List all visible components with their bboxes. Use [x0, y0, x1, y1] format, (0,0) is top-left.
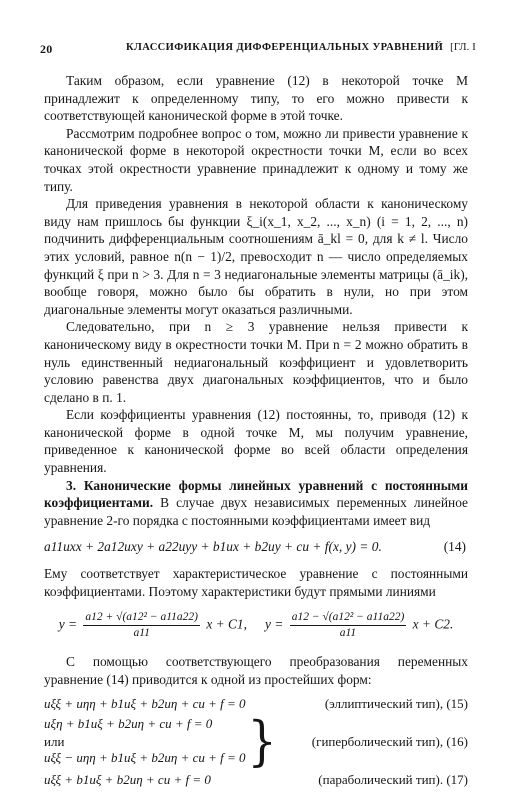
chapter-marker: [ГЛ. I [450, 42, 476, 53]
equation-16a: uξη + b1uξ + b2uη + cu + f = 0 [44, 716, 213, 732]
page-body [44, 72, 468, 788]
fraction-2 [290, 610, 407, 641]
paragraph-characteristic: Ему соответствует характеристическое уравнение с постоянными коэффициентами. Поэтому характеристики будут прямыми линиями [44, 566, 468, 599]
paragraph-canonical-intro: С помощью соответствующего преобразования переменных уравнение (14) приводится к одной из простейших форм: [44, 654, 468, 687]
constant-c2: C2 [434, 616, 450, 632]
characteristics-formulas [44, 610, 468, 641]
equation-15-number: (15) [446, 695, 468, 711]
paragraph-5: Если коэффициенты уравнения (12) постоянны, то, приводя (12) к канонической форме в одной точке M, мы получим уравнение, приведенное к канонической форме во всей области определения уравнения. [44, 407, 468, 476]
canonical-forms [44, 694, 468, 788]
section-heading: 3. Канонические формы линейных уравнений с постоянными коэффициентами. [44, 477, 468, 511]
paragraph-3: Для приведения уравнения в некоторой области к каноническому виду нам пришлось бы функции ξ_i(x_1, x_2, ..., x_n) (i = 1, 2, ..., n) подчинить дифференциальным соотношениям ā_kl = 0, для k ≠ l. Число этих условий, равное n(n − 1)/2, превосходит n — число определяемых функций ξ при n > 3. Для n = 3 недиагональные элементы матрицы (ā_ik), вообще говоря, можно было бы обратить в нули, но при этом диагональные элементы могут оказаться различными. [44, 196, 468, 317]
equation-17 [44, 770, 468, 788]
or-word: или [44, 734, 65, 750]
equation-16-group [44, 710, 281, 773]
equation-17-lhs: uξξ + b1uξ + b2uη + cu + f = 0 [44, 771, 211, 787]
fraction-2-denominator: a11 [339, 627, 357, 640]
fraction-1-numerator: a12 + √(a12² − a11a22) [83, 610, 200, 626]
equation-14-number: (14) [443, 539, 466, 555]
paragraph-1: Таким образом, если уравнение (12) в некоторой точке M принадлежит к определенному типу, то его можно привести к соответствующей канонической форме в этой точке. [44, 73, 468, 124]
paragraph-2: Рассмотрим подробнее вопрос о том, можно ли привести уравнение к канонической форме в некоторой окрестности точки M, если во всех точках этой окрестности уравнение принадлежит к одному и тому же типу. [44, 125, 468, 194]
page-number: 20 [40, 42, 53, 56]
running-title: КЛАССИФИКАЦИЯ ДИФФЕРЕНЦИАЛЬНЫХ УРАВНЕНИЙ [126, 42, 444, 53]
equation-16-type: (гиперболический тип), [311, 733, 444, 749]
fraction-2-numerator: a12 − √(a12² − a11a22) [290, 610, 407, 626]
fraction-1 [83, 610, 200, 641]
equation-16 [44, 710, 468, 773]
section-intro: В случае двух независимых переменных линейное уравнение 2-го порядка с постоянными коэффициентами имеет вид [44, 495, 468, 528]
equation-16-number: (16) [446, 733, 468, 749]
equation-17-type: (параболический тип). [318, 771, 444, 787]
characteristic-1: y = $\frac{\text{a12 + √(a12² − a11a22)}}{a11}$ x + C1, [58, 611, 247, 640]
equation-17-number: (17) [446, 771, 468, 787]
paragraph-4: Следовательно, при n ≥ 3 уравнение нельзя привести к каноническому виду в окрестности точки M. При n = 2 можно обратить в нуль единственный недиагональный коэффициент и удовлетворить условию равенства двух диагональных коэффициентов, что и было сделано в п. 1. [44, 319, 468, 405]
characteristic-2: y = $\frac{\text{a12 − √(a12² − a11a22)}}{a11}$ x + C2. [265, 611, 454, 640]
page-header [40, 42, 476, 58]
equation-15-lhs: uξξ + uηη + b1uξ + b2uη + cu + f = 0 [44, 695, 246, 711]
fraction-1-denominator: a11 [133, 627, 150, 640]
equation-15-type: (эллиптический тип), [324, 695, 444, 711]
equation-14 [44, 538, 468, 556]
constant-c1: C1 [228, 616, 244, 632]
equation-14-body: a11uxx + 2a12uxy + a22uyy + b1ux + b2uy + cu + f(x, y) = 0. [44, 539, 382, 555]
equation-16b: uξξ − uηη + b1uξ + b2uη + cu + f = 0 [44, 750, 246, 766]
right-brace: } [247, 710, 277, 773]
section-paragraph [44, 477, 468, 530]
